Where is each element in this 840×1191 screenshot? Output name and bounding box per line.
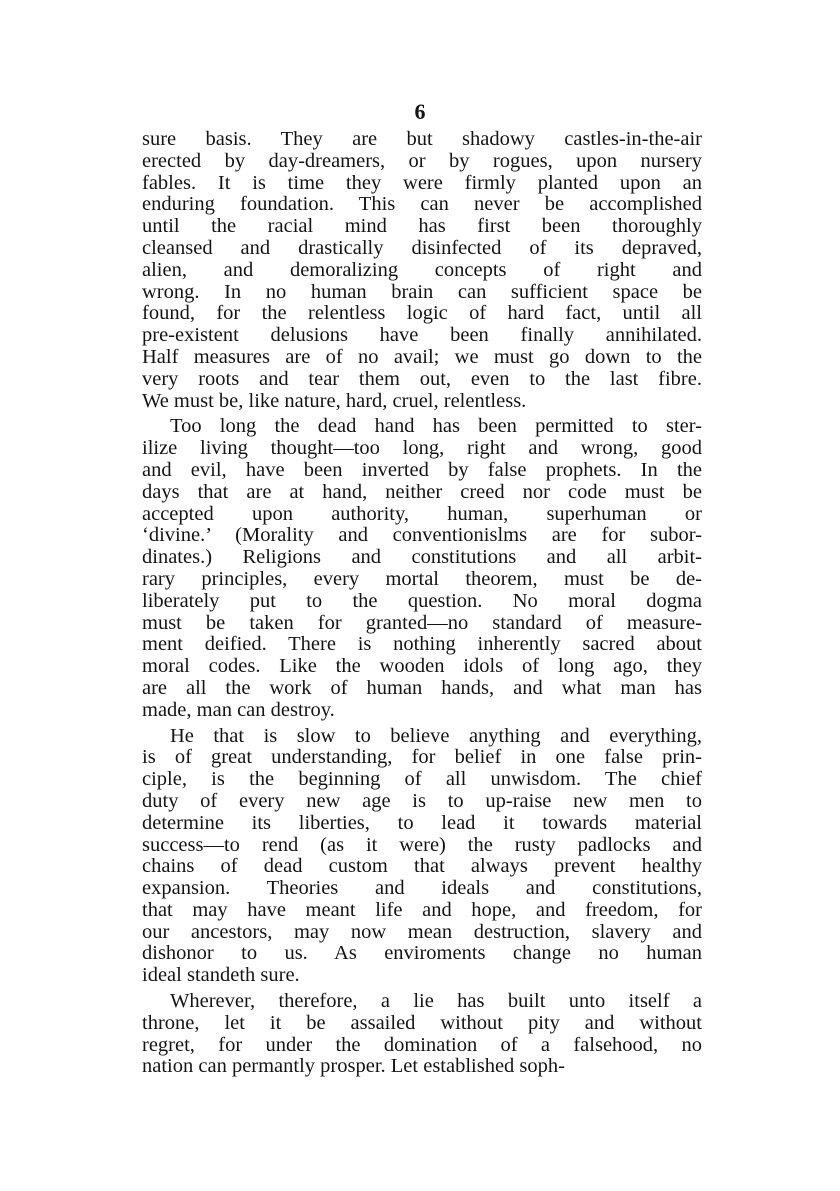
text-line: must be taken for granted—no standard of measure- [142,611,702,634]
text-line: is of great understanding, for belief in one false prin- [142,746,702,769]
text-line: very roots and tear them out, even to the last fibre. [142,367,702,390]
text-line: expansion. Theories and ideals and constitutions, [142,877,702,900]
text-line: accepted upon authority, human, superhuman or [142,502,702,525]
paragraph [142,726,702,988]
text-line: made, man can destroy. [142,698,335,721]
text-line: duty of every new age is to up-raise new men to [142,789,702,812]
text-line: regret, for under the domination of a falsehood, no [142,1033,702,1056]
text-line: Wherever, therefore, a lie has built unto itself a [170,990,702,1013]
text-line: Half measures are of no avail; we must go down to the [142,345,702,368]
text-line: dishonor to us. As enviroments change no human [142,942,702,965]
text-line: ideal standeth sure. [142,964,300,987]
text-line: ciple, is the beginning of all unwisdom. The chief [142,768,702,791]
text-line: are all the work of human hands, and what man has [142,676,702,699]
paragraph [142,416,702,721]
text-line: until the racial mind has first been thoroughly [142,215,702,238]
text-line: liberately put to the question. No moral dogma [142,589,702,612]
text-line: Too long the dead hand has been permitted to ster- [170,415,702,438]
text-line: chains of dead custom that always prevent healthy [142,855,702,878]
text-line: moral codes. Like the wooden idols of long ago, they [142,655,702,678]
text-line: erected by day-dreamers, or by rogues, upon nursery [142,149,702,172]
text-line: rary principles, every mortal theorem, must be de- [142,567,702,590]
text-line: nation can permantly prosper. Let established soph- [142,1055,565,1078]
text-line: throne, let it be assailed without pity and without [142,1011,702,1034]
text-line: alien, and demoralizing concepts of right and [142,258,702,281]
text-line: ment deified. There is nothing inherently sacred about [142,633,702,656]
text-line: wrong. In no human brain can sufficient space be [142,280,702,303]
text-line: our ancestors, may now mean destruction, slavery and [142,920,702,943]
text-line: ‘divine.’ (Morality and conventionislms are for subor- [142,524,702,547]
text-line: We must be, like nature, hard, cruel, relentless. [142,389,527,412]
text-line: ilize living thought—too long, right and wrong, good [142,437,702,460]
page-number: 6 [414,99,426,124]
text-line: dinates.) Religions and constitutions and all arbit- [142,546,702,569]
paragraph [142,129,702,412]
text-line: determine its liberties, to lead it towards material [142,811,702,834]
text-line: He that is slow to believe anything and everything, [170,724,702,747]
text-line: days that are at hand, neither creed nor code must be [142,480,702,503]
text-line: success—to rend (as it were) the rusty padlocks and [142,833,702,856]
text-line: fables. It is time they were firmly planted upon an [142,171,702,194]
text-line: that may have meant life and hope, and freedom, for [142,898,702,921]
text-line: and evil, have been inverted by false prophets. In the [142,458,702,481]
body-text [142,129,702,1078]
text-line: cleansed and drastically disinfected of its depraved, [142,236,702,259]
text-line: found, for the relentless logic of hard fact, until all [142,302,702,325]
text-line: enduring foundation. This can never be accomplished [142,193,702,216]
text-line: pre-existent delusions have been finally annihilated. [142,324,702,347]
paragraph [142,991,702,1078]
text-line: sure basis. They are but shadowy castles-in-the-air [142,128,702,150]
